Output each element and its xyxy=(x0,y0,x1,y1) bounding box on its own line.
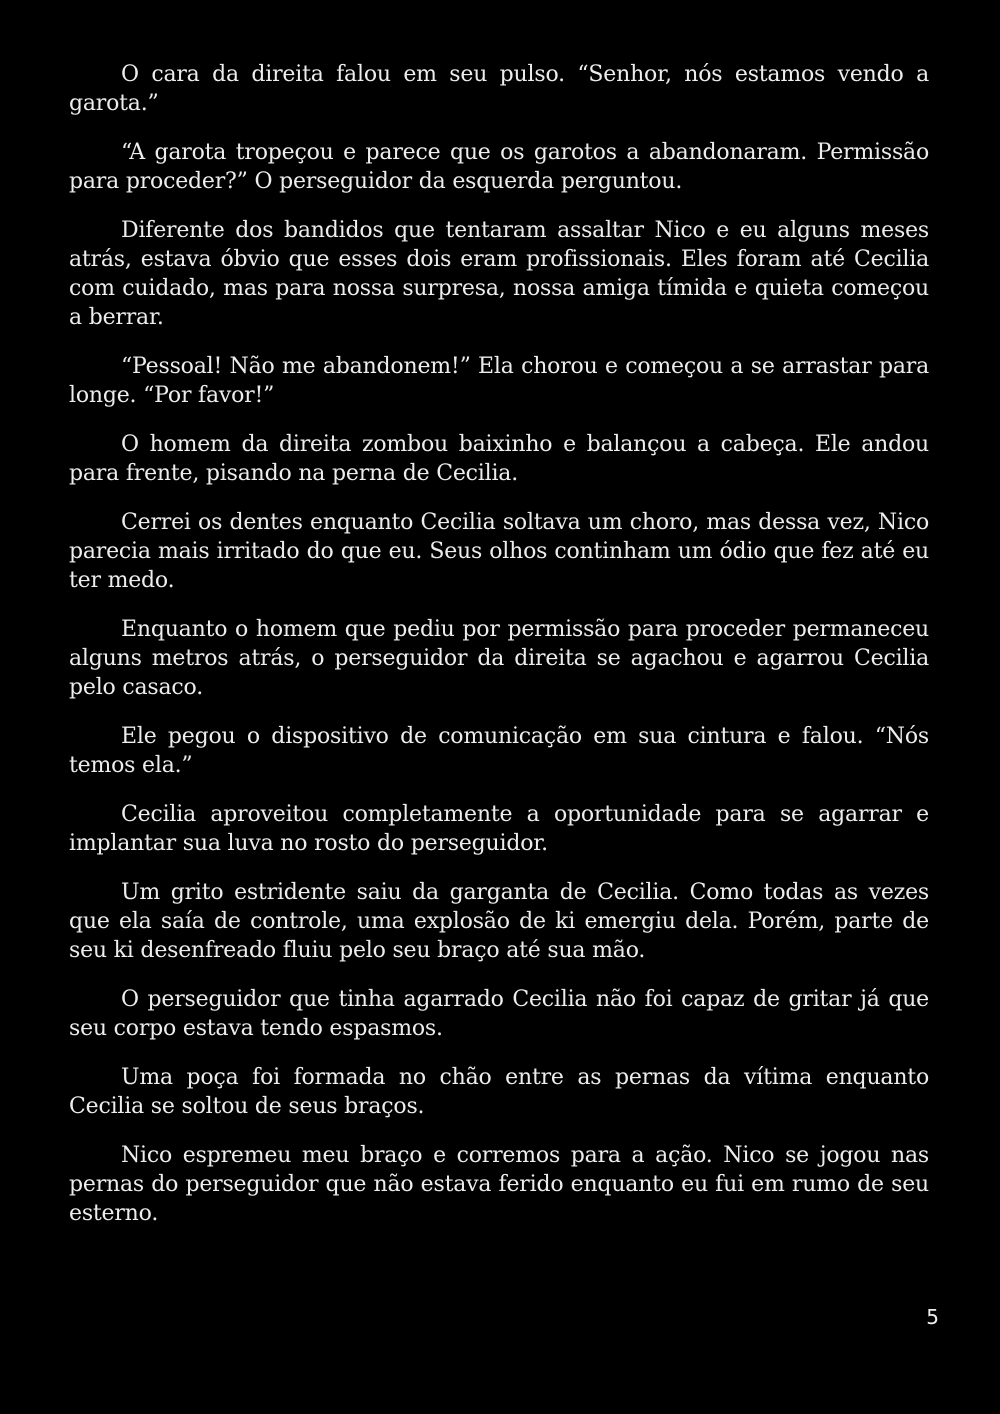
paragraph: O homem da direita zombou baixinho e balançou a cabeça. Ele andou para frente, pisando na perna de Cecilia. xyxy=(69,432,929,486)
paragraph: Cerrei os dentes enquanto Cecilia soltava um choro, mas dessa vez, Nico parecia mais irritado do que eu. Seus olhos continham um ódio que fez até eu ter medo. xyxy=(69,510,929,593)
paragraph: Cecilia aproveitou completamente a oportunidade para se agarrar e implantar sua luva no rosto do perseguidor. xyxy=(69,802,929,856)
page-number: 5 xyxy=(926,1305,939,1329)
paragraph: O perseguidor que tinha agarrado Cecilia não foi capaz de gritar já que seu corpo estava tendo espasmos. xyxy=(69,987,929,1041)
paragraph: Uma poça foi formada no chão entre as pernas da vítima enquanto Cecilia se soltou de seus braços. xyxy=(69,1065,929,1119)
paragraph: Ele pegou o dispositivo de comunicação em sua cintura e falou. “Nós temos ela.” xyxy=(69,724,929,778)
paragraph: “Pessoal! Não me abandonem!” Ela chorou e começou a se arrastar para longe. “Por favor!” xyxy=(69,354,929,408)
paragraph: Enquanto o homem que pediu por permissão para proceder permaneceu alguns metros atrás, o perseguidor da direita se agachou e agarrou Cecilia pelo casaco. xyxy=(69,617,929,700)
body-text xyxy=(69,60,929,1248)
paragraph: Diferente dos bandidos que tentaram assaltar Nico e eu alguns meses atrás, estava óbvio que esses dois eram profissionais. Eles foram até Cecilia com cuidado, mas para nossa surpresa, nossa amiga tímida e quieta começou a berrar. xyxy=(69,218,929,330)
paragraph: Nico espremeu meu braço e corremos para a ação. Nico se jogou nas pernas do perseguidor que não estava ferido enquanto eu fui em rumo de seu esterno. xyxy=(69,1143,929,1226)
paragraph: “A garota tropeçou e parece que os garotos a abandonaram. Permissão para proceder?” O perseguidor da esquerda perguntou. xyxy=(69,140,929,194)
paragraph: Um grito estridente saiu da garganta de Cecilia. Como todas as vezes que ela saía de controle, uma explosão de ki emergiu dela. Porém, parte de seu ki desenfreado fluiu pelo seu braço até sua mão. xyxy=(69,880,929,963)
paragraph: O cara da direita falou em seu pulso. “Senhor, nós estamos vendo a garota.” xyxy=(69,62,929,116)
